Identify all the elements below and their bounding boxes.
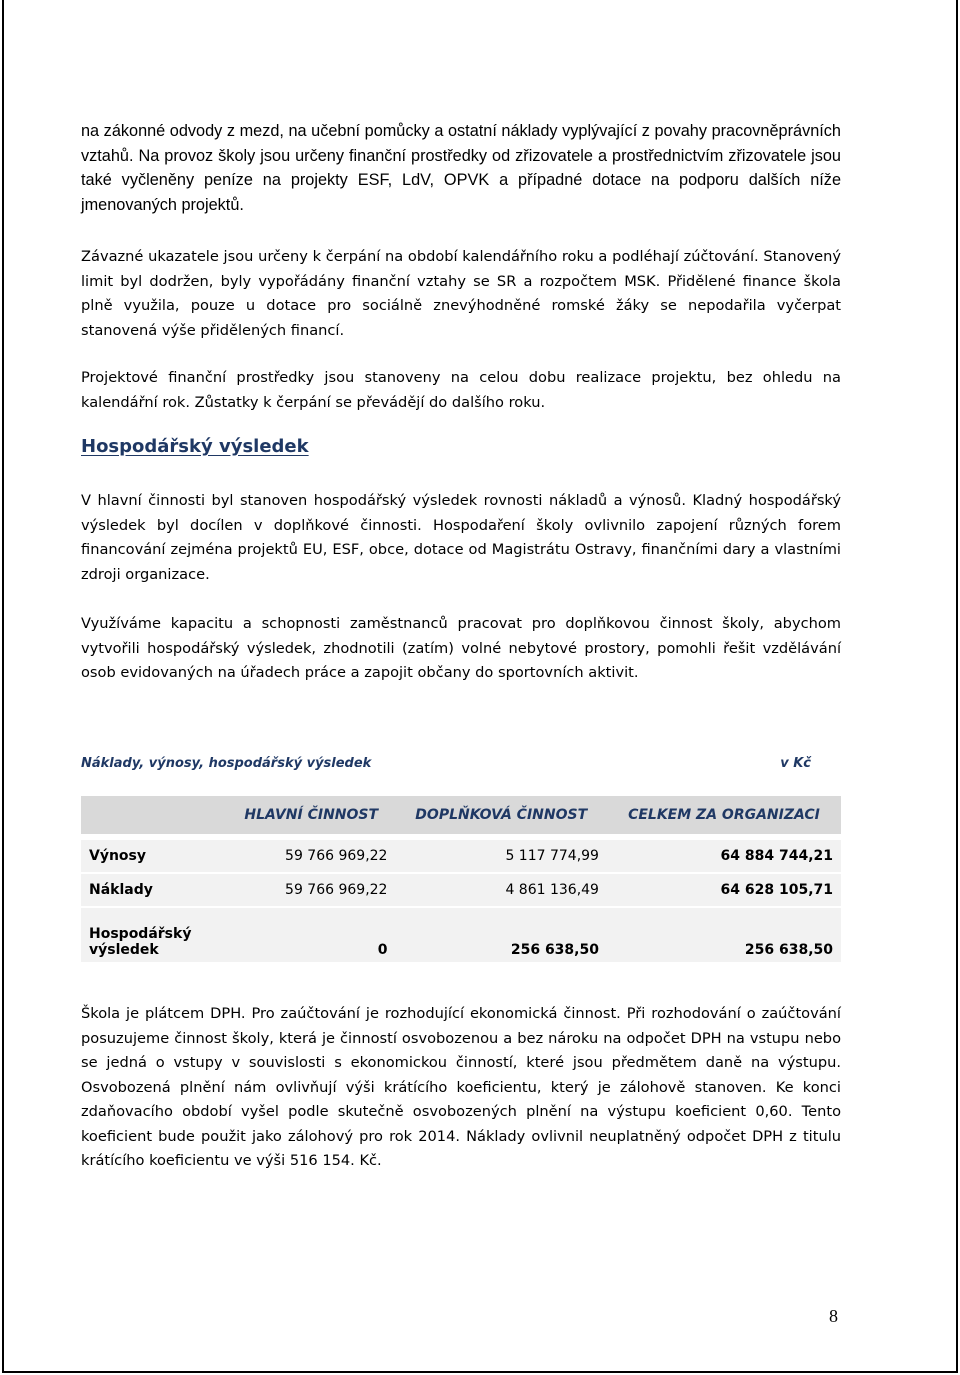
financial-table [81,796,841,962]
table-caption [81,756,811,771]
row-label: Náklady [81,874,227,906]
paragraph-economic-result: V hlavní činnosti byl stanoven hospodářský výsledek rovnosti nákladů a výnosů. Kladný hospodářský výsledek byl docílen v doplňkové činnosti. Hospodaření školy ovlivnilo zapojení různých forem financování zejména projektů EU, ESF, obce, dotace od Magistrátu Ostravy, finančními dary a vlastními zdroji organizace. [81,492,841,583]
paragraph-indicators: Závazné ukazatele jsou určeny k čerpání na období kalendářního roku a podléhají zúčtování. Stanovený limit byl dodržen, byly vypořádány finanční vztahy se SR a rozpočtem MSK. Přidělené finance škola plně využila, pouze u dotace pro sociálně znevýhodněné romské žáky se nepodařila vyčerpat stanovená výše přidělených financí. [81,248,841,339]
table-header-row [81,796,841,834]
row-label: Hospodářský výsledek [81,908,227,962]
cell-main: 0 [227,908,395,962]
table-unit: v Kč [780,756,811,771]
header-total: CELKEM ZA ORGANIZACI [607,796,841,834]
row-label: Výnosy [81,840,227,872]
table-row [81,908,841,962]
cell-main: 59 766 969,22 [227,840,395,872]
paragraph-funding: na zákonné odvody z mezd, na učební pomůcky a ostatní náklady vyplývající z povahy pracovněprávních vztahů. Na provoz školy jsou určeny finanční prostředky od zřizovatele a prostřednictvím zřizovatele jsou také vyčleněny peníze na projekty ESF, LdV, OPVK a případné dotace na podporu dalších níže jmenovaných projektů. [81,122,841,214]
page-number: 8 [829,1306,838,1326]
cell-main: 59 766 969,22 [227,874,395,906]
section-heading: Hospodářský výsledek [81,436,309,457]
header-additional: DOPLŇKOVÁ ČINNOST [395,796,607,834]
paragraph-vat: Škola je plátcem DPH. Pro zaúčtování je rozhodující ekonomická činnost. Při rozhodování o zaúčtování posuzujeme činnost školy, která je činností osvobozenou a bez nároku na odpočet DPH na vstupu nebo se jedná o vstupy v souvislosti s ekonomickou činností, které jsou předmětem daně na výstupu. Osvobozená plnění nám ovlivňují výši krátícího koeficientu, který je zálohově stanoven. Ke konci zdaňovacího období vyšel podle skutečně osvobozených plnění na výstupu koeficient 0,60. Tento koeficient bude použit jako zálohový pro rok 2014. Náklady ovlivnil neuplatněný odpočet DPH z titulu krátícího koeficientu ve výši 516 154. Kč. [81,1005,841,1169]
paragraph-project-funds: Projektové finanční prostředky jsou stanoveny na celou dobu realizace projektu, bez ohledu na kalendářní rok. Zůstatky k čerpání se převádějí do dalšího roku. [81,369,841,411]
table-row [81,874,841,906]
header-main: HLAVNÍ ČINNOST [227,796,395,834]
cell-total: 64 884 744,21 [607,840,841,872]
table-title: Náklady, výnosy, hospodářský výsledek [81,756,372,771]
cell-additional: 5 117 774,99 [395,840,607,872]
header-blank [81,796,227,834]
paragraph-capacity: Využíváme kapacitu a schopnosti zaměstnanců pracovat pro doplňkovou činnost školy, abychom vytvořili hospodářský výsledek, zhodnotili (zatím) volné nebytové prostory, pomohli řešit vzdělávání osob evidovaných na úřadech práce a zapojit občany do sportovních aktivit. [81,615,841,681]
cell-additional: 256 638,50 [395,908,607,962]
cell-total: 256 638,50 [607,908,841,962]
cell-additional: 4 861 136,49 [395,874,607,906]
table-row [81,840,841,872]
cell-total: 64 628 105,71 [607,874,841,906]
